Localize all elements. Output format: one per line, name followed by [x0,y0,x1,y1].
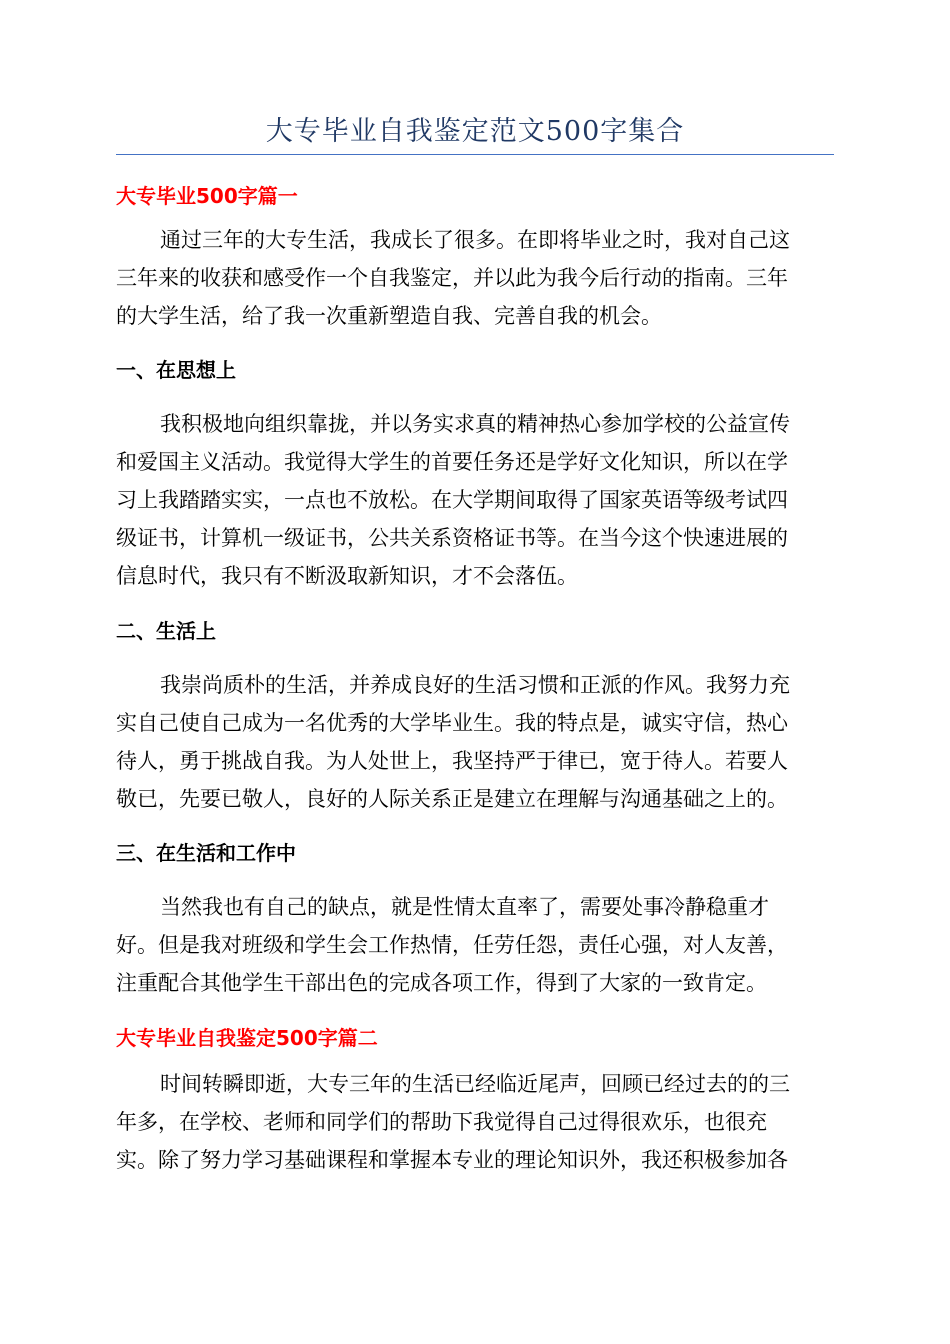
subsection-work-body [116,888,834,1002]
paragraph-line: 好。但是我对班级和学生会工作热情，任劳任怨，责任心强，对人友善， [116,933,788,957]
section-1-intro [116,221,834,335]
paragraph-line: 当然我也有自己的缺点，就是性情太直率了，需要处事冷静稳重才 [160,895,769,919]
title-underline [116,154,834,155]
section-2-intro [116,1065,834,1179]
paragraph-line: 和爱国主义活动。我觉得大学生的首要任务还是学好文化知识，所以在学 [116,450,788,474]
paragraph-line: 习上我踏踏实实，一点也不放松。在大学期间取得了国家英语等级考试四 [116,488,788,512]
paragraph-line: 实。除了努力学习基础课程和掌握本专业的理论知识外，我还积极参加各 [116,1148,788,1172]
paragraph-line: 年多，在学校、老师和同学们的帮助下我觉得自己过得很欢乐，也很充 [116,1110,767,1134]
subsection-heading-thought: 一、在思想上 [116,358,236,382]
paragraph-line: 级证书，计算机一级证书，公共关系资格证书等。在当今这个快速进展的 [116,526,788,550]
document-title: 大专毕业自我鉴定范文500字集合 [265,116,685,147]
paragraph-line: 注重配合其他学生干部出色的完成各项工作，得到了大家的一致肯定。 [116,971,767,995]
paragraph-line: 敬已，先要已敬人，良好的人际关系正是建立在理解与沟通基础之上的。 [116,787,788,811]
subsection-life-body [116,666,834,818]
subsection-heading-work: 三、在生活和工作中 [116,841,296,865]
paragraph-line: 我积极地向组织靠拢，并以务实求真的精神热心参加学校的公益宣传 [160,412,790,436]
paragraph-line: 我崇尚质朴的生活，并养成良好的生活习惯和正派的作风。我努力充 [160,673,790,697]
paragraph-line: 实自己使自己成为一名优秀的大学毕业生。我的特点是，诚实守信，热心 [116,711,788,735]
section-heading-2: 大专毕业自我鉴定500字篇二 [116,1026,378,1050]
section-heading-1: 大专毕业500字篇一 [116,184,298,208]
paragraph-line: 通过三年的大专生活，我成长了很多。在即将毕业之时，我对自己这 [160,228,790,252]
paragraph-line: 待人，勇于挑战自我。为人处世上，我坚持严于律已，宽于待人。若要人 [116,749,788,773]
paragraph-line: 的大学生活，给了我一次重新塑造自我、完善自我的机会。 [116,304,662,328]
paragraph-line: 信息时代，我只有不断汲取新知识，才不会落伍。 [116,564,578,588]
subsection-heading-life: 二、生活上 [116,619,216,643]
paragraph-line: 三年来的收获和感受作一个自我鉴定，并以此为我今后行动的指南。三年 [116,266,788,290]
subsection-thought-body [116,405,834,595]
paragraph-line: 时间转瞬即逝，大专三年的生活已经临近尾声，回顾已经过去的的三 [160,1072,790,1096]
